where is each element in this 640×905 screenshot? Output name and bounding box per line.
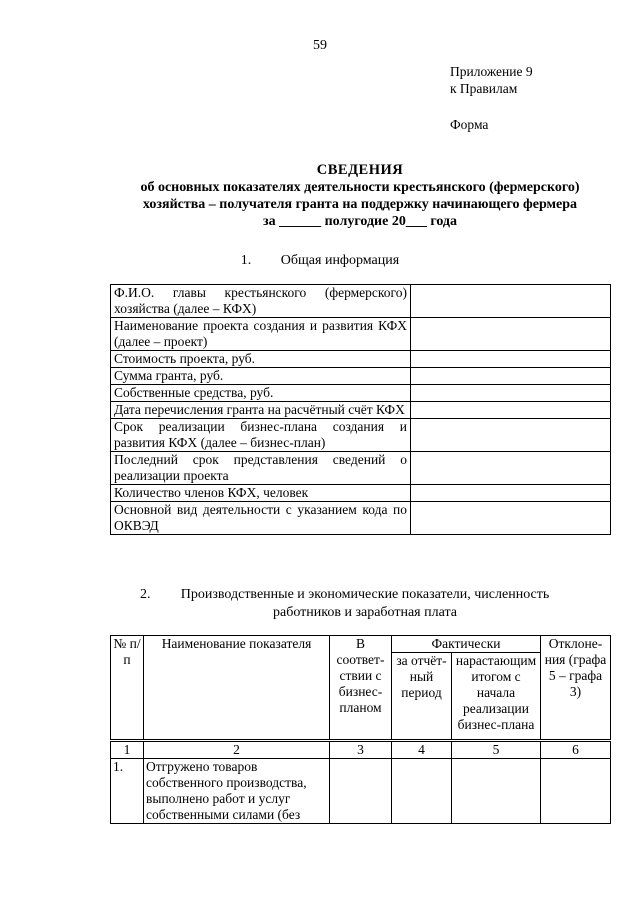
title-line-4: за ______ полугодие 20___ года [262, 214, 458, 229]
title-line-2: об основных показателях деятельности крестьянского (фермерского) [140, 180, 580, 195]
table-row [111, 759, 611, 824]
table-row [111, 485, 611, 502]
section-1-heading [0, 253, 640, 269]
row-value[interactable] [411, 419, 611, 452]
row-label: Наименование проекта создания и развития КФХ (далее – проект) [111, 318, 411, 351]
col-number: 2 [144, 741, 330, 759]
col-header-deviation: Отклоне-ния (графа 5 – графа 3) [541, 636, 611, 741]
col-header-period: за отчёт-ный период [392, 653, 452, 741]
appendix-line-1: Приложение 9 [450, 64, 533, 79]
indicators-table [110, 635, 611, 824]
row-value[interactable] [411, 402, 611, 419]
row-value[interactable] [411, 452, 611, 485]
section-2-heading [130, 586, 600, 622]
title-line-1: СВЕДЕНИЯ [316, 162, 404, 178]
col-header-name: Наименование показателя [144, 636, 330, 741]
col-header-plan: В соответ-ствии с бизнес-планом [330, 636, 392, 741]
table-row [111, 318, 611, 351]
row-label: Последний срок представления сведений о реализации проекта [111, 452, 411, 485]
table-row [111, 351, 611, 368]
col-number: 6 [541, 741, 611, 759]
section-2-title-line-1: Производственные и экономические показатели, численность [180, 587, 550, 602]
table-row [111, 285, 611, 318]
row-label: Ф.И.О. главы крестьянского (фермерского) хозяйства (далее – КФХ) [111, 285, 411, 318]
row-num: 1. [111, 759, 144, 824]
page-number: 59 [313, 38, 327, 53]
form-label: Форма [450, 117, 489, 132]
document-title [90, 162, 630, 230]
row-value[interactable] [411, 502, 611, 535]
col-number: 1 [111, 741, 144, 759]
col-header-cumulative: нарастающим итогом с начала реализации бизнес-плана [452, 653, 541, 741]
row-label: Основной вид деятельности с указанием кода по ОКВЭД [111, 502, 411, 535]
row-label: Количество членов КФХ, человек [111, 485, 411, 502]
row-name: Отгружено товаров собственного производства, выполнено работ и услуг собственными силами (без [144, 759, 330, 824]
table-row [111, 452, 611, 485]
row-value[interactable] [411, 385, 611, 402]
table-row [111, 419, 611, 452]
row-value[interactable] [411, 318, 611, 351]
row-value[interactable] [411, 368, 611, 385]
row-deviation[interactable] [541, 759, 611, 824]
row-label: Срок реализации бизнес-плана создания и развития КФХ (далее – бизнес-план) [111, 419, 411, 452]
col-header-num: № п/п [111, 636, 144, 741]
section-2-number: 2. [140, 587, 151, 602]
row-cumulative[interactable] [452, 759, 541, 824]
row-value[interactable] [411, 285, 611, 318]
col-number: 4 [392, 741, 452, 759]
appendix-line-2: к Правилам [450, 81, 518, 96]
row-value[interactable] [411, 485, 611, 502]
table-row [111, 385, 611, 402]
row-period[interactable] [392, 759, 452, 824]
col-number: 3 [330, 741, 392, 759]
column-numbers-row [111, 741, 611, 759]
table-row [111, 402, 611, 419]
row-label: Дата перечисления гранта на расчётный счёт КФХ [111, 402, 411, 419]
row-label: Собственные средства, руб. [111, 385, 411, 402]
general-info-table [110, 284, 611, 535]
section-2-title-line-2: работников и заработная плата [273, 605, 457, 620]
row-label: Сумма гранта, руб. [111, 368, 411, 385]
row-plan[interactable] [330, 759, 392, 824]
table-row [111, 368, 611, 385]
section-1-title: Общая информация [280, 253, 400, 268]
col-number: 5 [452, 741, 541, 759]
row-value[interactable] [411, 351, 611, 368]
header-row [111, 636, 611, 653]
title-line-3: хозяйства – получателя гранта на поддержку начинающего фермера [142, 197, 578, 212]
section-1-number: 1. [240, 253, 252, 268]
appendix-reference [450, 63, 533, 97]
table-row [111, 502, 611, 535]
col-header-actual: Фактически [392, 636, 541, 653]
row-label: Стоимость проекта, руб. [111, 351, 411, 368]
